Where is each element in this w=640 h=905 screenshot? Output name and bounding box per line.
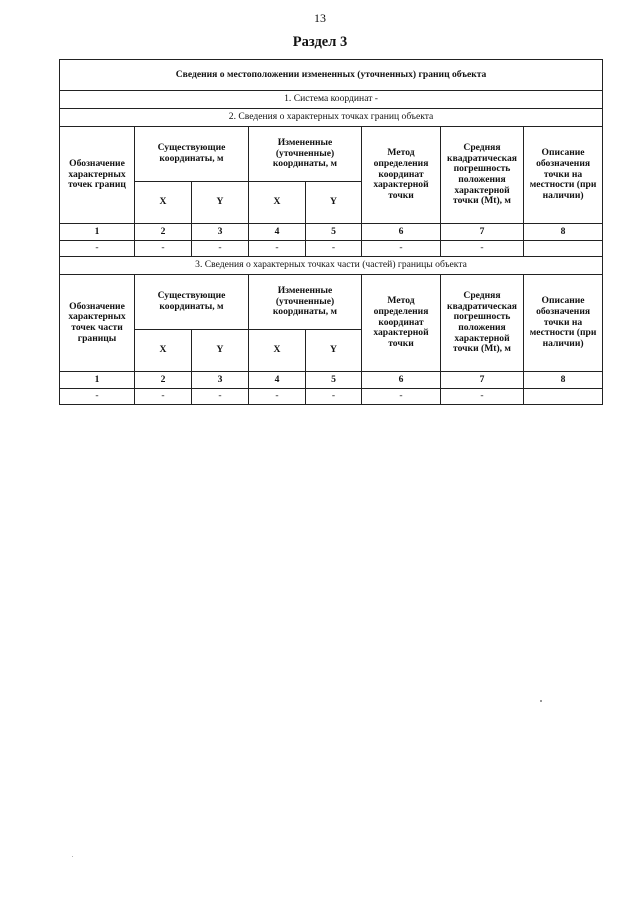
col-description: Описание обозначения точки на местности (при наличии) [524, 275, 603, 372]
colnum: 1 [60, 372, 135, 389]
table-cell: - [135, 389, 192, 405]
col-changed-coords: Измененные (уточненные) координаты, м [249, 127, 362, 182]
table-cell: - [249, 241, 306, 257]
col-designation: Обозначение характерных точек границ [60, 127, 135, 224]
colnum: 4 [249, 372, 306, 389]
col-error: Средняя квадратическая погрешность положения характерной точки (Mt), м [441, 127, 524, 224]
colnum: 8 [524, 372, 603, 389]
col-description: Описание обозначения точки на местности (при наличии) [524, 127, 603, 224]
col-existing-coords: Существующие координаты, м [135, 127, 249, 182]
column-number-row [60, 224, 603, 241]
table-cell: - [192, 241, 249, 257]
col-changed-y: Y [306, 182, 362, 224]
scan-speck [540, 700, 542, 702]
colnum: 2 [135, 224, 192, 241]
table-cell: - [60, 389, 135, 405]
scan-speck [72, 856, 73, 857]
table-cell: - [249, 389, 306, 405]
table-cell [524, 389, 603, 405]
col-existing-x: X [135, 330, 192, 372]
colnum: 3 [192, 372, 249, 389]
table-cell: - [441, 241, 524, 257]
col-existing-x: X [135, 182, 192, 224]
section1-title: 2. Сведения о характерных точках границ объекта [60, 109, 603, 127]
colnum: 8 [524, 224, 603, 241]
colnum: 5 [306, 372, 362, 389]
colnum: 4 [249, 224, 306, 241]
section-title: Раздел 3 [292, 34, 348, 50]
table-cell: - [441, 389, 524, 405]
section2-title: 3. Сведения о характерных точках части (частей) границы объекта [60, 257, 603, 275]
colnum: 7 [441, 372, 524, 389]
table-cell: - [135, 241, 192, 257]
col-method: Метод определения координат характерной точки [362, 275, 441, 372]
colnum: 3 [192, 224, 249, 241]
colnum: 6 [362, 372, 441, 389]
col-designation: Обозначение характерных точек части границы [60, 275, 135, 372]
table-cell: - [362, 389, 441, 405]
col-error: Средняя квадратическая погрешность положения характерной точки (Mt), м [441, 275, 524, 372]
colnum: 7 [441, 224, 524, 241]
table-cell: - [192, 389, 249, 405]
col-changed-coords: Измененные (уточненные) координаты, м [249, 275, 362, 330]
col-method: Метод определения координат характерной точки [362, 127, 441, 224]
table-cell: - [306, 389, 362, 405]
column-number-row [60, 372, 603, 389]
table-row [60, 389, 603, 405]
col-changed-x: X [249, 182, 306, 224]
col-existing-y: Y [192, 182, 249, 224]
colnum: 2 [135, 372, 192, 389]
colnum: 5 [306, 224, 362, 241]
page-number: 13 [314, 11, 326, 25]
table-cell: - [362, 241, 441, 257]
col-existing-coords: Существующие координаты, м [135, 275, 249, 330]
colnum: 1 [60, 224, 135, 241]
table-cell: - [306, 241, 362, 257]
table-cell [524, 241, 603, 257]
table-row [60, 241, 603, 257]
table-cell: - [60, 241, 135, 257]
colnum: 6 [362, 224, 441, 241]
boundary-table [59, 59, 603, 405]
coordinate-system-row: 1. Система координат - [60, 91, 603, 109]
col-changed-x: X [249, 330, 306, 372]
col-existing-y: Y [192, 330, 249, 372]
col-changed-y: Y [306, 330, 362, 372]
table-title: Сведения о местоположении измененных (уточненных) границ объекта [60, 60, 603, 91]
